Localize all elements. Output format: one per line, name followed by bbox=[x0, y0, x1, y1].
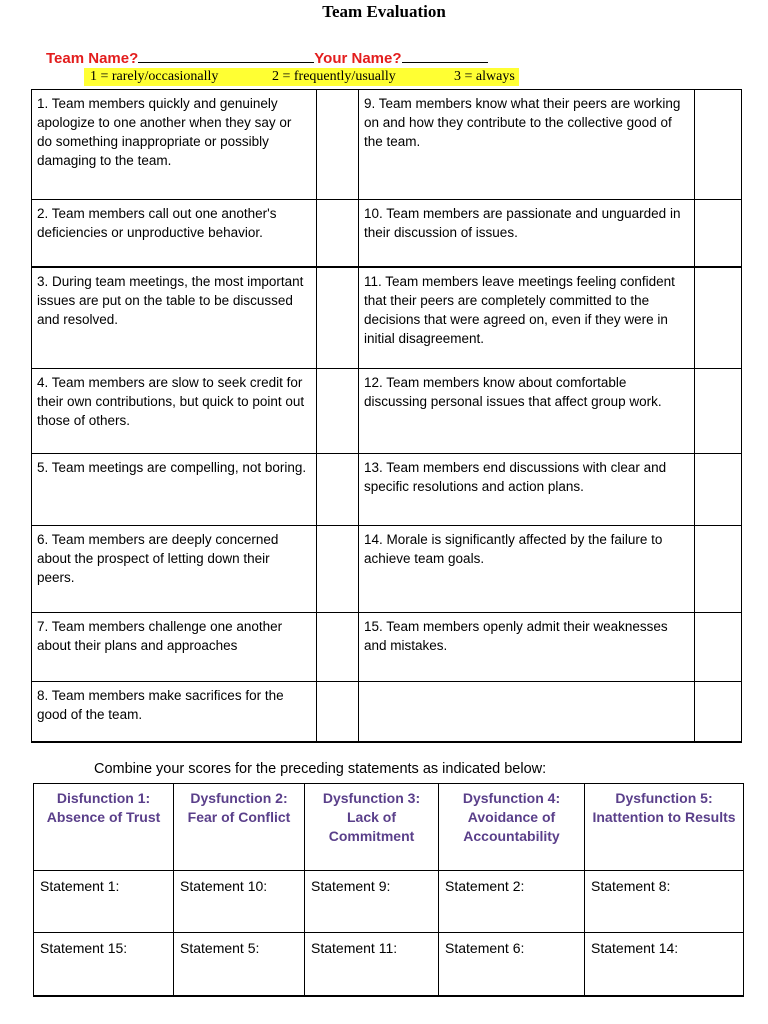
team-name-label: Team Name? bbox=[46, 50, 139, 67]
rating-scale bbox=[84, 68, 519, 86]
score-cell-3[interactable] bbox=[317, 267, 359, 369]
statement-cell[interactable]: Statement 14: bbox=[585, 933, 744, 997]
statement-cell[interactable]: Statement 10: bbox=[174, 871, 305, 933]
statement-1: 1. Team members quickly and genuinely apologize to one another when they say or do something inappropriate or possibly damaging to the team. bbox=[32, 90, 317, 200]
score-cell-13[interactable] bbox=[695, 454, 742, 526]
statements-table bbox=[31, 89, 742, 743]
statement-cell[interactable]: Statement 9: bbox=[305, 871, 439, 933]
score-cell-15[interactable] bbox=[695, 613, 742, 682]
statement-12: 12. Team members know about comfortable discussing personal issues that affect group work. bbox=[359, 369, 695, 454]
statement-9: 9. Team members know what their peers are working on and how they contribute to the collective good of the team. bbox=[359, 90, 695, 200]
score-cell-12[interactable] bbox=[695, 369, 742, 454]
dysfunction-1-header: Disfunction 1: Absence of Trust bbox=[34, 784, 174, 871]
statement-15: 15. Team members openly admit their weaknesses and mistakes. bbox=[359, 613, 695, 682]
page-title: Team Evaluation bbox=[322, 2, 446, 21]
statement-7: 7. Team members challenge one another about their plans and approaches bbox=[32, 613, 317, 682]
scale-2: 2 = frequently/usually bbox=[272, 69, 396, 84]
team-name-field[interactable] bbox=[138, 48, 314, 63]
statement-11: 11. Team members leave meetings feeling confident that their peers are completely committed to the decisions that were agreed on, even if they were in initial disagreement. bbox=[359, 267, 695, 369]
score-cell-5[interactable] bbox=[317, 454, 359, 526]
combine-instruction: Combine your scores for the preceding statements as indicated below: bbox=[94, 761, 547, 777]
dysfunction-5-header: Dysfunction 5: Inattention to Results bbox=[585, 784, 744, 871]
statement-cell[interactable]: Statement 1: bbox=[34, 871, 174, 933]
score-cell-4[interactable] bbox=[317, 369, 359, 454]
statement-13: 13. Team members end discussions with clear and specific resolutions and action plans. bbox=[359, 454, 695, 526]
statement-5: 5. Team meetings are compelling, not boring. bbox=[32, 454, 317, 526]
statement-4: 4. Team members are slow to seek credit for their own contributions, but quick to point out those of others. bbox=[32, 369, 317, 454]
statement-cell[interactable]: Statement 2: bbox=[439, 871, 585, 933]
statement-cell[interactable]: Statement 6: bbox=[439, 933, 585, 997]
statement-2: 2. Team members call out one another's deficiencies or unproductive behavior. bbox=[32, 200, 317, 267]
statement-10: 10. Team members are passionate and unguarded in their discussion of issues. bbox=[359, 200, 695, 267]
statement-8: 8. Team members make sacrifices for the good of the team. bbox=[32, 682, 317, 742]
statement-cell[interactable]: Statement 8: bbox=[585, 871, 744, 933]
score-cell-9[interactable] bbox=[695, 90, 742, 200]
statement-3: 3. During team meetings, the most important issues are put on the table to be discussed and resolved. bbox=[32, 267, 317, 369]
score-cell-10[interactable] bbox=[695, 200, 742, 267]
scale-3: 3 = always bbox=[454, 69, 515, 84]
statement-cell[interactable]: Statement 11: bbox=[305, 933, 439, 997]
statement-empty bbox=[359, 682, 695, 742]
statement-6: 6. Team members are deeply concerned about the prospect of letting down their peers. bbox=[32, 526, 317, 613]
score-cell-11[interactable] bbox=[695, 267, 742, 369]
name-fields bbox=[46, 48, 488, 67]
your-name-field[interactable] bbox=[402, 48, 488, 63]
statement-cell[interactable]: Statement 15: bbox=[34, 933, 174, 997]
dysfunction-3-header: Dysfunction 3: Lack of Commitment bbox=[305, 784, 439, 871]
score-cell-6[interactable] bbox=[317, 526, 359, 613]
scale-1: 1 = rarely/occasionally bbox=[90, 69, 219, 84]
score-cell-8[interactable] bbox=[317, 682, 359, 742]
statement-14: 14. Morale is significantly affected by the failure to achieve team goals. bbox=[359, 526, 695, 613]
dysfunctions-table bbox=[33, 783, 744, 997]
score-cell-7[interactable] bbox=[317, 613, 359, 682]
score-cell-1[interactable] bbox=[317, 90, 359, 200]
dysfunction-2-header: Dysfunction 2: Fear of Conflict bbox=[174, 784, 305, 871]
dysfunction-4-header: Dysfunction 4: Avoidance of Accountability bbox=[439, 784, 585, 871]
your-name-label: Your Name? bbox=[314, 50, 402, 67]
score-cell-empty[interactable] bbox=[695, 682, 742, 742]
score-cell-2[interactable] bbox=[317, 200, 359, 267]
statement-cell[interactable]: Statement 5: bbox=[174, 933, 305, 997]
score-cell-14[interactable] bbox=[695, 526, 742, 613]
